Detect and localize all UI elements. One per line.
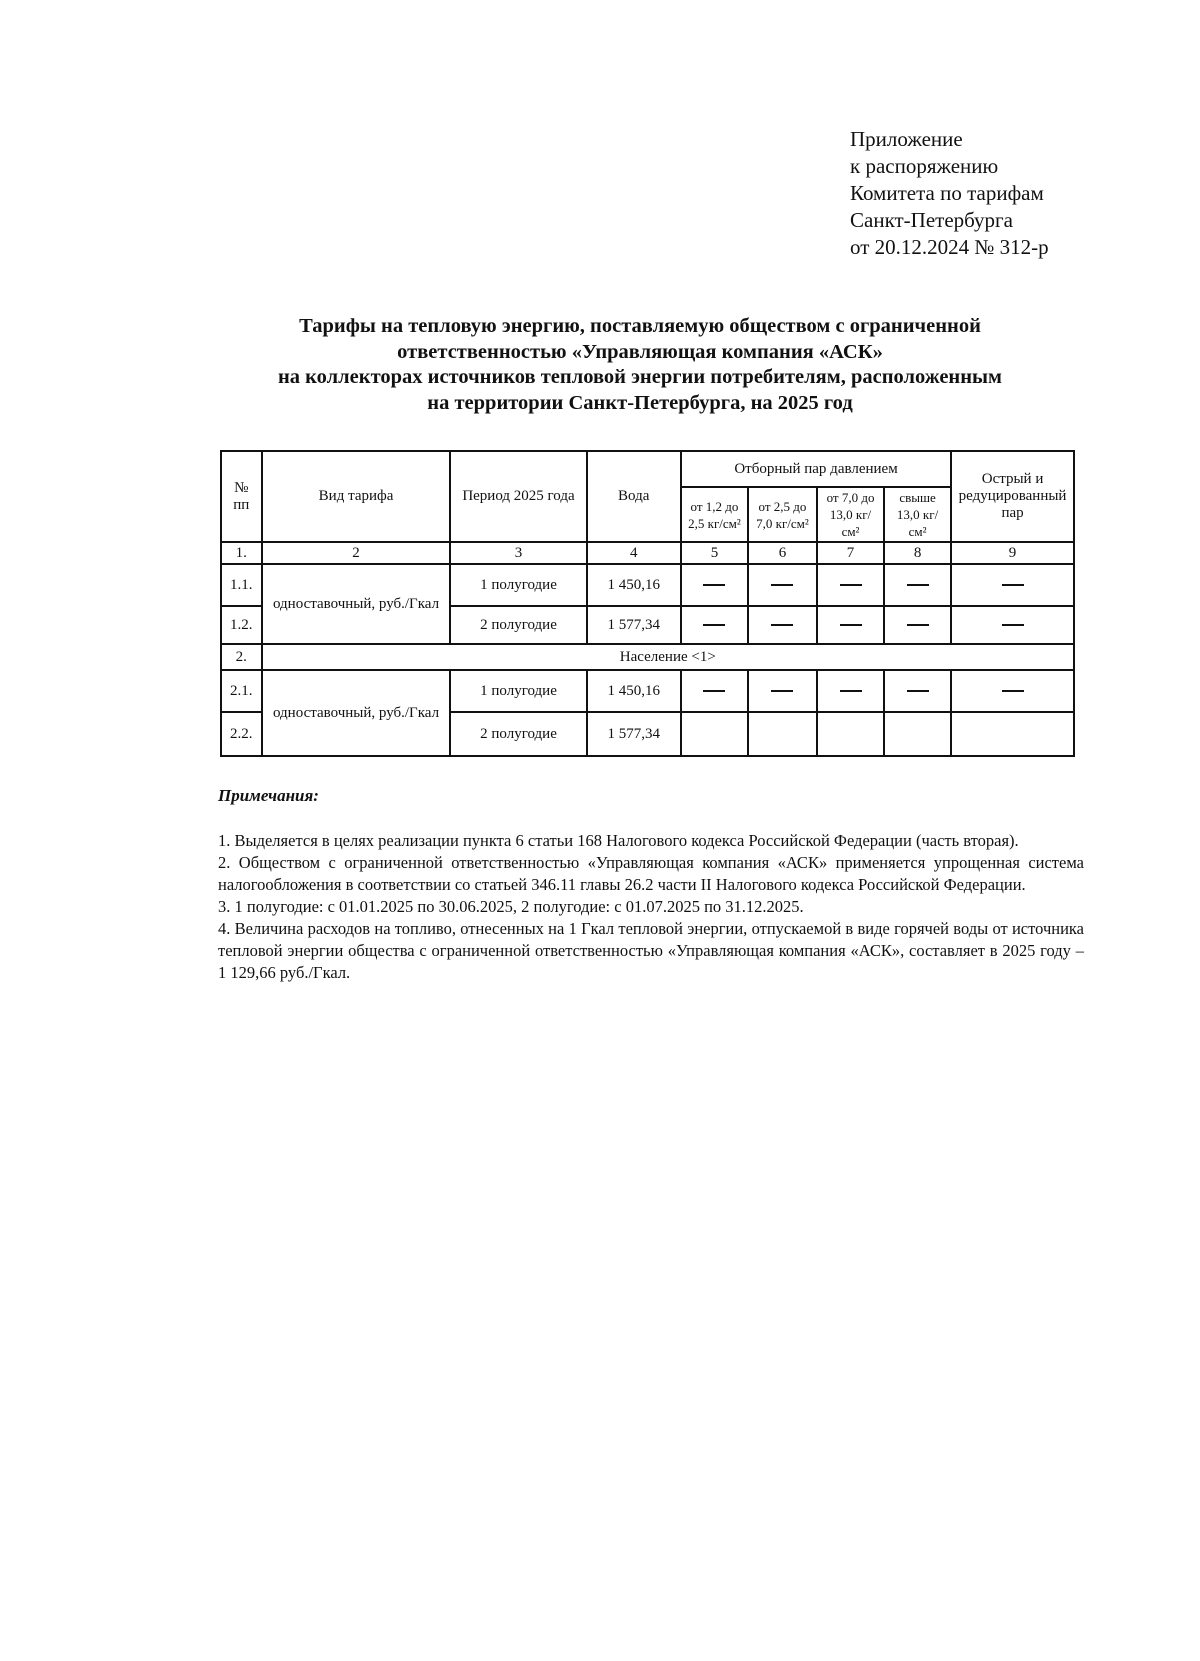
dash-mark: [840, 584, 862, 586]
water-value: 1 450,16: [587, 670, 681, 712]
header-pressure-4: свыше 13,0 кг/см²: [884, 487, 951, 542]
note-item: 2. Обществом с ограниченной ответственностью «Управляющая компания «АСК» применяется упрощенная система налогообложения в соответствии со статьей 346.11 главы 26.2 части II Налогового кодекса Российской Федерации.: [218, 853, 1084, 894]
water-value: 1 577,34: [587, 606, 681, 644]
dash-mark: [907, 690, 929, 692]
row-num: 2.: [221, 644, 262, 670]
empty-value: [884, 606, 951, 644]
group-label: Население <1>: [262, 644, 1074, 670]
period-cell: 1 полугодие: [450, 564, 586, 606]
col-number: 5: [681, 542, 748, 564]
note-item: 3. 1 полугодие: с 01.01.2025 по 30.06.2025, 2 полугодие: с 01.07.2025 по 31.12.2025.: [218, 897, 804, 916]
group-row: [221, 644, 1074, 670]
row-num: 2.2.: [221, 712, 262, 756]
empty-value: [681, 564, 748, 606]
notes-list: [218, 830, 1084, 984]
dash-mark: [1002, 690, 1024, 692]
title-line: ответственностью «Управляющая компания «АСК»: [397, 340, 883, 363]
row-num: 1.2.: [221, 606, 262, 644]
empty-value: [884, 670, 951, 712]
dash-mark: [703, 624, 725, 626]
empty-cell: [681, 712, 748, 756]
dash-mark: [840, 690, 862, 692]
col-number: 4: [587, 542, 681, 564]
empty-value: [817, 670, 884, 712]
document-title: [200, 314, 1080, 416]
empty-value: [884, 564, 951, 606]
header-selected-steam: Отборный пар давлением: [681, 451, 951, 487]
appendix-line: от 20.12.2024 № 312-р: [850, 235, 1049, 259]
col-number: 9: [951, 542, 1074, 564]
empty-value: [951, 670, 1074, 712]
row-num: 2.1.: [221, 670, 262, 712]
table-row: [221, 670, 1074, 712]
header-row: [221, 451, 1074, 487]
empty-cell: [748, 712, 817, 756]
period-cell: 2 полугодие: [450, 712, 586, 756]
dash-mark: [703, 584, 725, 586]
dash-mark: [1002, 624, 1024, 626]
empty-value: [681, 670, 748, 712]
empty-value: [951, 564, 1074, 606]
empty-cell: [951, 712, 1074, 756]
col-number: 7: [817, 542, 884, 564]
notes-heading: Примечания:: [218, 786, 319, 805]
title-line: на коллекторах источников тепловой энергии потребителям, расположенным: [277, 366, 1003, 388]
empty-value: [748, 606, 817, 644]
empty-value: [951, 606, 1074, 644]
col-number: 2: [262, 542, 451, 564]
tariff-type-cell: одноставочный, руб./Гкал: [262, 670, 451, 756]
dash-mark: [907, 624, 929, 626]
appendix-line: Комитета по тарифам: [850, 181, 1044, 205]
dash-mark: [1002, 584, 1024, 586]
header-tariff-type: Вид тарифа: [262, 451, 451, 542]
appendix-line: к распоряжению: [850, 154, 999, 178]
empty-cell: [817, 712, 884, 756]
empty-value: [681, 606, 748, 644]
empty-value: [748, 670, 817, 712]
col-number: 8: [884, 542, 951, 564]
header-water: Вода: [587, 451, 681, 542]
col-number: 3: [450, 542, 586, 564]
col-number: 6: [748, 542, 817, 564]
empty-value: [817, 564, 884, 606]
dash-mark: [840, 624, 862, 626]
dash-mark: [771, 624, 793, 626]
col-number: 1.: [221, 542, 262, 564]
empty-cell: [884, 712, 951, 756]
appendix-line: Приложение: [850, 127, 963, 151]
dash-mark: [703, 690, 725, 692]
tariff-table: [220, 450, 1075, 757]
header-sharp-steam: Острый и редуцированный пар: [951, 451, 1074, 542]
water-value: 1 450,16: [587, 564, 681, 606]
appendix-block: [850, 126, 1049, 261]
period-cell: 1 полугодие: [450, 670, 586, 712]
column-number-row: [221, 542, 1074, 564]
header-pressure-3: от 7,0 до 13,0 кг/см²: [817, 487, 884, 542]
appendix-line: Санкт-Петербурга: [850, 208, 1013, 232]
dash-mark: [771, 690, 793, 692]
title-line: Тарифы на тепловую энергию, поставляемую обществом с ограниченной: [299, 315, 981, 337]
water-value: 1 577,34: [587, 712, 681, 756]
dash-mark: [907, 584, 929, 586]
tariff-type-cell: одноставочный, руб./Гкал: [262, 564, 451, 644]
table-row: [221, 564, 1074, 606]
title-line: на территории Санкт-Петербурга, на 2025 год: [427, 391, 853, 414]
period-cell: 2 полугодие: [450, 606, 586, 644]
note-item: 1. Выделяется в целях реализации пункта 6 статьи 168 Налогового кодекса Российской Федерации (часть вторая).: [218, 831, 1019, 850]
note-item: 4. Величина расходов на топливо, отнесенных на 1 Гкал тепловой энергии, отпускаемой в виде горячей воды от источника тепловой энергии общества с ограниченной ответственностью «Управляющая компания «АСК», составляет в 2025 году – 1 129,66 руб./Гкал.: [218, 919, 1084, 982]
header-period: Период 2025 года: [450, 451, 586, 542]
header-pressure-2: от 2,5 до 7,0 кг/см²: [748, 487, 817, 542]
empty-value: [748, 564, 817, 606]
empty-value: [817, 606, 884, 644]
header-pressure-1: от 1,2 до 2,5 кг/см²: [681, 487, 748, 542]
header-num: № пп: [221, 451, 262, 542]
row-num: 1.1.: [221, 564, 262, 606]
dash-mark: [771, 584, 793, 586]
